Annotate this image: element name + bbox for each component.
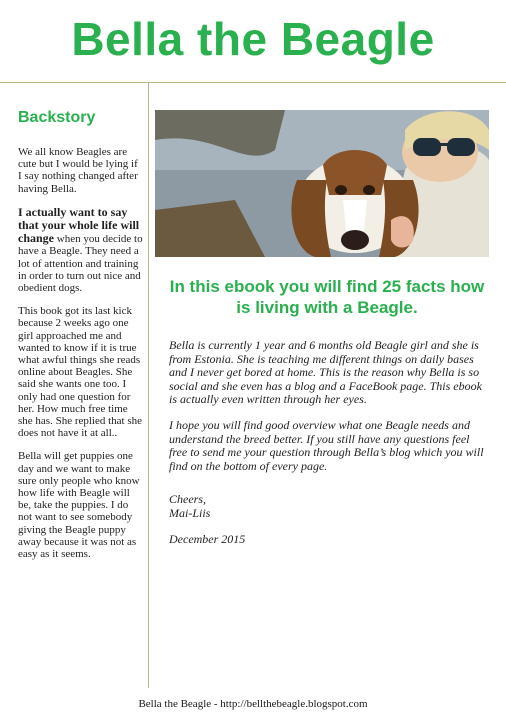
sidebar-paragraph-2-text: when you decide to have a Beagle. They need a lot of attention and training in order to turn out nice and obedient dogs. xyxy=(18,233,143,295)
date: December 2015 xyxy=(169,531,246,546)
beagle-photo xyxy=(155,110,489,257)
body-paragraph-1: Bella is currently 1 year and 6 months old Beagle girl and she is from Estonia. She is teaching me different things on daily bases and I never get bored at home. This is the reason why Bella is so social and she even has a blog and a FaceBook page. This ebook is actually even written through her eyes. xyxy=(169,338,482,407)
ebook-intro-heading: In this ebook you will find 25 facts how is living with a Beagle. xyxy=(169,277,485,317)
column-divider xyxy=(148,83,149,688)
sidebar-paragraph-4: Bella will get puppies one day and we want to make sure only people who know how life with Beagle will be, take the puppies. I do not want to see somebody giving the Beagle puppy away because it was not as easy as it seems. xyxy=(18,450,140,561)
sidebar-paragraph-2 xyxy=(18,206,143,294)
sidebar-emphasis: I actually want to say that your whole life will change xyxy=(18,204,140,246)
page-title: Bella the Beagle xyxy=(71,13,435,65)
sidebar-paragraph-3: This book got its last kick because 2 weeks ago one girl approached me and wanted to know if it is true what awful things she reads online about Beagles. She said she wants one too. I only had one question for her. How much free time she has. She replied that she does not have it at all.. xyxy=(18,305,143,440)
sidebar xyxy=(18,108,143,571)
beagle-photo-illustration xyxy=(155,110,489,257)
sidebar-heading: Backstory xyxy=(18,109,96,126)
body-paragraph-2: I hope you will find good overview what one Beagle needs and understand the breed better. If you still have any questions feel free to send me your question through Bella’s blog which you will find on the bottom of every page. xyxy=(169,417,484,473)
main-body xyxy=(169,339,489,558)
signoff: Cheers, xyxy=(169,492,206,507)
sidebar-paragraph-1: We all know Beagles are cute but I would be lying if I say nothing changed after having Bella. xyxy=(18,146,138,195)
signature xyxy=(169,493,489,520)
header-divider xyxy=(0,82,506,83)
footer-text: Bella the Beagle - http://bellthebeagle.blogspot.com xyxy=(138,698,368,710)
author-name: Mai-Liis xyxy=(169,505,211,520)
